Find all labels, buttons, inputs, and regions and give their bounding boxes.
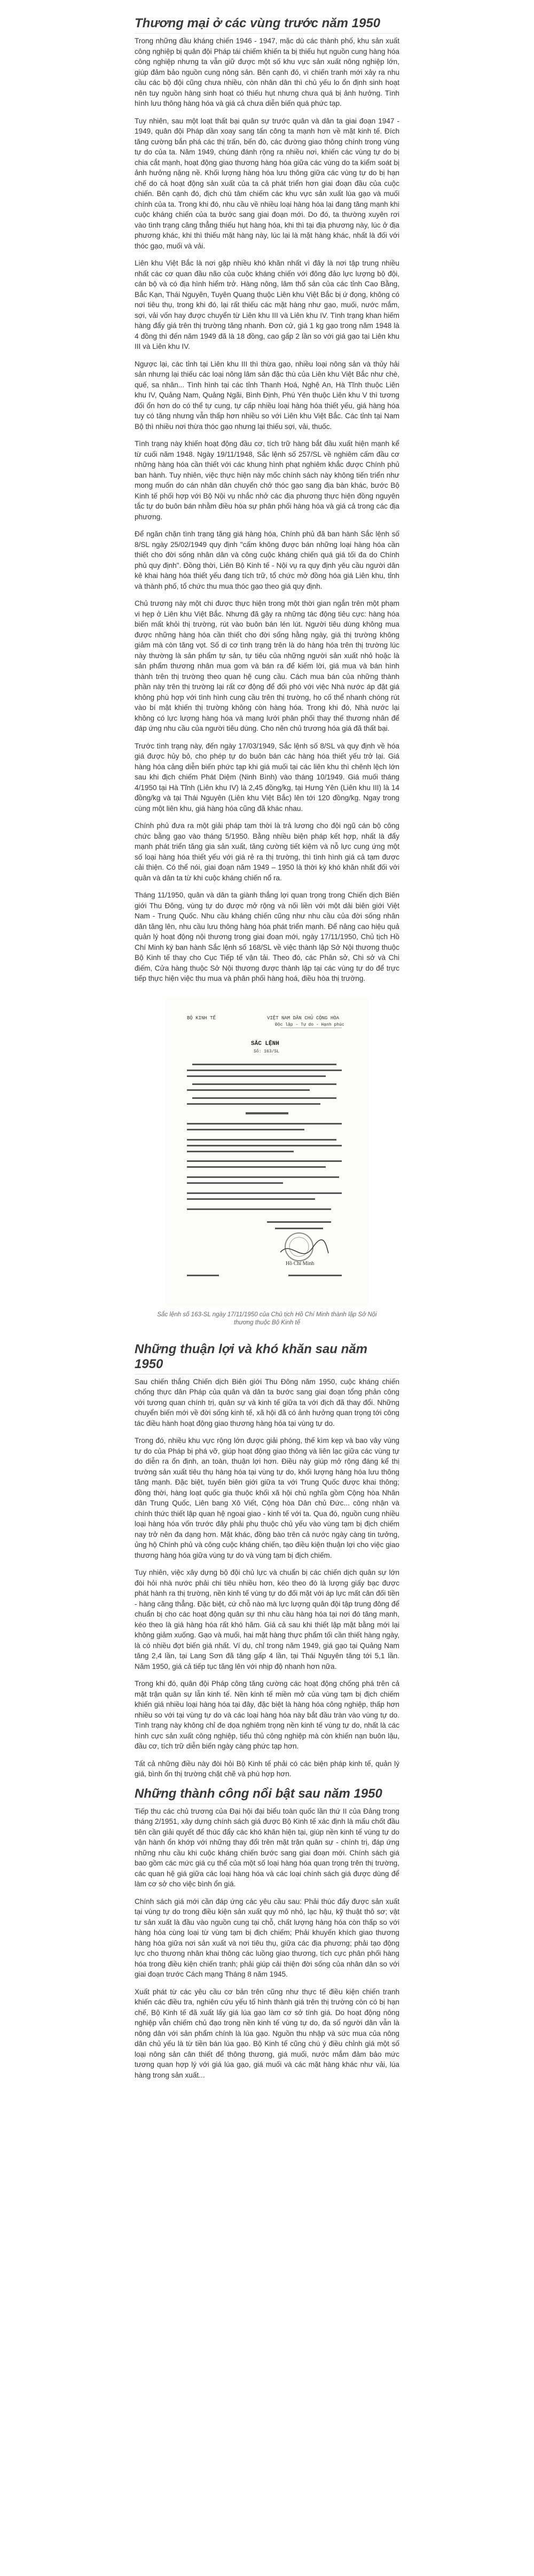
figure-caption: Sắc lệnh số 163-SL ngày 17/11/1950 của Chủ tịch Hồ Chí Minh thành lập Sở Nội thương thuộc Bộ Kinh tế — [157, 1311, 377, 1326]
paragraph: Trong đó, nhiều khu vực rộng lớn được giải phóng, thế kìm kẹp và bao vây vùng tự do của Pháp bị phá vỡ, giúp hoạt động giao thông và liên lạc giữa các vùng tự do diễn ra ổn định, an toàn, thuận lợi hơn. Điều này giúp mở rộng đáng kể thị trường sản xuất tiêu thụ hàng hóa tại vùng tự do, khối lượng hàng hóa lưu thông tăng mạnh. Đặc biệt, tuyến biên giới giữa ta với Trung Quốc được khai thông; đồng thời, hàng loạt quốc gia thuộc khối xã hội chủ nghĩa gồm Cộng hòa Nhân dân Trung Quốc, Liên bang Xô Viết, Cộng hòa Dân chủ Đức... công nhận và chính thức thiết lập quan hệ ngoại giao - kinh tế với ta. Qua đó, nguồn cung nhiều loại hàng hóa vốn trước đây phải phụ thuộc chủ yếu vào vùng tạm bị địch chiếm nay trở nên đa dạng hơn. Mặt khác, đồng bào trên cả nước ngày càng tin tưởng, ủng hộ Chính phủ và công cuộc kháng chiến, tạo điều kiện thuận lợi cho việc giao thương hàng hóa giữa vùng tự do và vùng tạm bị địch chiếm. — [135, 1437, 399, 1559]
svg-text:BỘ KINH TẾ: BỘ KINH TẾ — [187, 1015, 216, 1021]
section-heading: Những thuận lợi và khó khăn sau năm 1950 — [135, 1342, 399, 1375]
decree-figure — [135, 997, 399, 1327]
section-trade-before-1950 — [135, 16, 399, 984]
section-advantages-difficulties — [135, 1342, 399, 1779]
paragraph: Chính phủ đưa ra một giải pháp tạm thời là trả lương cho đội ngũ cán bộ công chức bằng gạo vào tháng 5/1950. Bằng nhiều biện pháp kết hợp, nhất là đẩy mạnh phát triển tăng gia sản xuất, tăng cường tiết kiệm và nỗ lực cung ứng một số loại hàng hóa thiết yếu với giá rẻ ra thị trường, thì tình hình giá cả tạm được cải thiện. Có thể nói, giai đoạn năm 1949 – 1950 là thời kỳ khó khăn nhất đối với quân và dân ta từ khi cuộc kháng chiến nổ ra. — [135, 822, 399, 882]
paragraph: Tháng 11/1950, quân và dân ta giành thắng lợi quan trọng trong Chiến dịch Biên giới Thu Đông, vùng tự do được mở rộng và nối liền với một dải biên giới Việt Nam - Trung Quốc. Nhu cầu kháng chiến cũng như nhu cầu của đời sống nhân dân tăng lên, nhu cầu lưu thông hàng hóa phát triển mạnh. Để nâng cao hiệu quả quản lý hoạt động nội thương trong giai đoạn mới, ngày 17/11/1950, Chủ tịch Hồ Chí Minh ký ban hành Sắc lệnh số 168/SL về việc thành lập Sở Nội thương thuộc Bộ Kinh tế thay cho Cục Tiếp tế vận tải. Theo đó, các Phân sở, Chi sở và Chi điếm, Cửa hàng thuộc Sở Nội thương được thành lập tại các vùng tự do để trực tiếp thực hiện việc thu mua và phân phối hàng hoá, điều hòa thị trường. — [135, 891, 399, 982]
paragraph: Tình trạng này khiến hoạt động đầu cơ, tích trữ hàng bắt đầu xuất hiện mạnh kể từ cuối năm 1948. Ngày 19/11/1948, Sắc lệnh số 257/SL về nghiêm cấm đầu cơ những hàng hóa cần thiết với các khung hình phạt nghiêm khắc được Chính phủ ban hành. Tuy nhiên, việc thực hiện này mốc chính sách này không tiến triển như mong muốn do cán nhân dân chuyển chở thóc gạo sang địa bàn khác, bước Bộ Kinh tế phối hợp với Bộ Nội vụ nhắc nhở các địa phương thực hiện đồng nguyên tắc tự do buôn bán nhằm điều hòa sự phân phối hàng hóa và giá cả trong các địa phương. — [135, 440, 399, 521]
paragraph: Liên khu Việt Bắc là nơi gặp nhiều khó khăn nhất vì đây là nơi tập trung nhiều nhất các cơ quan đầu não của cuộc kháng chiến với đông đảo lực lượng bộ đội, cán bộ và có địa hình hiểm trở. Hàng nông, lâm thổ sản của các tỉnh Cao Bằng, Bắc Kạn, Thái Nguyên, Tuyên Quang thuộc Liên khu Việt Bắc bị ứ đọng, không có nơi tiêu thụ, trong khi đó, lại rất thiếu các mặt hàng như gạo, muối, nước mắm, sợi, vải vốn hay được chuyển từ Liên khu III và Liên khu IV. Tình trạng khan hiếm hàng đẩy giá trên thị trường tăng nhanh. Đơn cử, giá 1 kg gạo trong năm 1948 là 4 đồng thì đến năm 1949 đã là 18 đồng, cao gấp 2 lần so với giá gạo tại Liên khu III và Liên khu IV. — [135, 259, 399, 350]
paragraph: Tuy nhiên, sau một loạt thất bại quân sự trước quân và dân ta giai đoạn 1947 - 1949, quân đội Pháp dần xoay sang tấn công ta mạnh hơn về mặt kinh tế. Đích tăng cường bắn phá các thị trấn, bến đò, các đường giao thông chính trong vùng tự do của ta. Năm 1949, chúng đánh rộng ra nhiều nơi, khiến các vùng tự do bị chia cắt mạnh, hoạt động giao thương hàng hóa giữa các vùng do ta kiểm soát bị ảnh hưởng nặng nề. Khối lượng hàng hóa lưu thông giữa các vùng tự do bị hạn chế do cả hoạt động sản xuất của ta cả phát triển hơn giai đoạn đầu của cuộc chiến. Bên cạnh đó, địch chú tâm chiếm các khu vực sản xuất lúa gạo và muối chính của ta. Trong khi đó, nhu cầu về nhiều loại hàng hóa lại đang tăng mạnh khi cuộc kháng chiến của ta bước sang giai đoạn mới. Do đó, ta thường xuyên rơi vào tình trạng căng thẳng thiếu hụt hàng hóa, khi thì tại địa phương này, lúc ở địa phương khác, khi thì thiếu mặt hàng này, lúc lại là mặt hàng khác, nhất là đối với thóc gạo, muối và vải. — [135, 116, 399, 250]
paragraph: Sau chiến thắng Chiến dịch Biên giới Thu Đông năm 1950, cuộc kháng chiến chống thực dân Pháp của quân và dân ta bước sang giai đoạn tổng phản công với tương quan chính trị, quân sự và kinh tế giữa ta với địch đã thay đổi. Những chuyển biến mới về đời sống kinh tế, xã hội đã có ảnh hưởng quan trọng tới công tác điều hành hoạt động giao thương hàng hóa tại vùng tự do. — [135, 1377, 399, 1427]
decree-scan-image — [166, 997, 368, 1307]
section-heading: Những thành công nổi bật sau năm 1950 — [135, 1786, 399, 1804]
paragraph: Để ngăn chặn tình trạng tăng giá hàng hóa, Chính phủ đã ban hành Sắc lệnh số 8/SL ngày 25/02/1949 quy định "cấm không được bán những loại hàng hóa cần thiết cho đời sống nhân dân và công cuộc kháng chiến quá giá tối đa do Chính phủ quy định". Đồng thời, Liên Bộ Kinh tế - Nội vụ ra quy định yêu cầu người dân kê khai hàng hóa thiết yếu đang tích trữ, tổ chức mở đồng hóa giá Liên khu, tỉnh và thành phố, tổ chức thu mua thóc gạo theo giá quy định. — [135, 530, 399, 590]
paragraph: Chính sách giá mới cần đáp ứng các yêu cầu sau: Phải thúc đẩy được sản xuất tại vùng tự do trong điều kiện sản xuất quy mô nhỏ, lạc hậu, kỹ thuật thô sơ; vật tư sản xuất là đầu vào nguồn cung tại chỗ, chất lượng hàng hóa còn thấp so với hàng hóa cùng loại từ vùng tạm bị địch chiếm; Phải khuyến khích giao thương hàng hóa giữa nơi sản xuất và nơi tiêu thụ, giữa các địa phương; phải tạo động lực cho thương nhân khai thông các luồng giao thương, tích cực phân phối hàng hóa trong điều kiện chiến tranh; phải giúp cải thiện đời sống của nhân dân so với giai đoạn trước Cách mạng Tháng 8 năm 1945. — [135, 1897, 399, 1978]
paragraph: Trước tình trạng này, đến ngày 17/03/1949, Sắc lệnh số 8/SL và quy định về hóa giá được hủy bỏ, cho phép tự do buôn bán các hàng hóa thiết yếu trở lại. Giá hàng hóa cảng diễn biến phức tạp khi giá muối tại các liên khu thì chênh lệch lớn sau khi địch chiếm Phát Diệm (Ninh Bình) vào tháng 10/1949. Giá muối tháng 4/1950 tại Hà Tĩnh (Liên khu IV) là 2,45 đồng/kg, tại Hưng Yên (Liên khu III) là 14 đồng/kg và tại Thái Nguyên (Liên khu Việt Bắc) lên tới 120 đồng/kg. Ngay trong cùng một liên khu, giá hàng hóa cũng đã khác nhau. — [135, 741, 399, 813]
paragraph: Chủ trương này một chi được thực hiện trong một thời gian ngắn trên một phạm vi hẹp ở Liên khu Việt Bắc. Nhưng đã gây ra những tác động tiêu cực: hàng hóa biến mất khỏi thị trường, rút vào buôn bán lén lút. Người tiêu dùng không mua được những hàng hóa cần thiết cho đời sống hằng ngày, giá thị trường không giảm mà còn tăng vọt. Số di cơ tình trạng trên là do hàng hóa trên thị trường lúc này thường là sản phẩm tự sản, tự tiêu của những người sản xuất nhỏ hoặc là sản phẩm thương nhân mua gom và bán ra để kiếm lời, giá mua và bán hình thành trên thị trường theo quan hệ cung cầu. Cách mua bán của những thành phần này trên thị trường lại rất cơ động để đối phó với việc Nhà nước áp đặt giá không phù hợp với tình hình cung cầu trên thị trường, họ cố thể nhanh chóng rút vào bí mật khiến thị trường không còn hàng hóa. Trong khi đó, Nhà nước lại không có lực lượng hàng hóa và mạng lưới phân phối thay thế thương nhân để đáp ứng nhu cầu của người tiêu dùng. Cho nên chủ trương hóa giá đã thất bại. — [135, 599, 399, 732]
paragraph: Tuy nhiên, việc xây dựng bộ đội chủ lực và chuẩn bị các chiến dịch quân sự lớn đòi hỏi nhà nước phải chi tiêu nhiều hơn, kéo theo đó là lượng giấy bạc được phát hành ra thị trường, nền kinh tế vùng tự do đối mặt với áp lực mất cân đối tiền - hàng căng thẳng. Đặc biệt, cứ chỗ nào mà lực lượng quân đội tập trung đông để chuẩn bị cho các hoạt động quân sự thì nhu cầu hàng hóa tại nơi đó tăng mạnh, kéo theo là giá hàng hóa rất khó hãm. Giá cả sau khi thiết lập mặt bằng mới lại không giảm xuống. Gạo và muối, hai mặt hàng thực phẩm tối cần thiết hàng ngày, là có nhiều đợt biến giá nhất. Ví dụ, chỉ trong năm 1949, giá gạo tại Quảng Nam tăng 2,4 lần, tại Lang Sơn đã tăng gấp 4 lần, tại Thái Nguyên tăng tới 5,1 lần. Năm 1950, giá cả tiếp tục tăng lên với nhịp độ nhanh hơn nữa. — [135, 1568, 399, 1671]
paragraph: Ngược lại, các tỉnh tại Liên khu III thì thừa gạo, nhiều loại nông sản và thủy hải sản nhưng lại thiếu các loại nông lâm sản đặc thù của Liên khu Việt Bắc như chè, quế, sa nhân... Tình hình tại các tỉnh Thanh Hoá, Nghệ An, Hà Tĩnh thuộc Liên khu IV, Quảng Nam, Quảng Ngãi, Bình Định, Phú Yên thuộc Liên khu V thì tương đối ổn hơn do có thể tự cung, tự cấp nhiều loại hàng hóa thiết yếu, giá hàng hóa tuy có tăng nhưng vẫn thấp hơn nhiều so với Liên khu Việt Bắc. Các tỉnh tại Nam Bộ thì nhiều nơi thừa thóc gạo nhưng lại thiếu sợi, vải, thuốc. — [135, 360, 399, 431]
svg-text:Số: 163/SL: Số: 163/SL — [254, 1049, 280, 1054]
svg-text:Độc lập - Tự do - Hạnh phúc: Độc lập - Tự do - Hạnh phúc — [275, 1022, 344, 1027]
article-content — [135, 16, 399, 2087]
section-successes-after-1950 — [135, 1786, 399, 2081]
paragraph: Xuất phát từ các yêu cầu cơ bản trên cũng như thực tế điều kiện chiến tranh khiến các điều tra, nghiên cứu yếu tố hình thành giá trên thị trường còn có bị hạn chế, Bộ Kinh tế đã xuất lấy giá lúa gạo làm cơ sở tính giá. Do hoạt động nông nghiệp vẫn chiếm chủ đạo trong nền kinh tế vùng tự do, đa số người dân vẫn là nông dân với sản phẩm chính là lúa gạo. Nguồn thu nhập và sức mua của nông dân chủ yếu là từ tiền bán lúa gạo. Bộ Kinh tế cũng chú ý điều chỉnh giá một số loại nông sản cân thiết để thông thương, giá muối, nước mắm đảm bảo mức tương quan hợp lý với giá lúa gạo, giá muối và các mặt hàng khác như vải, lúa hàng trong sản xuất... — [135, 1987, 399, 2079]
svg-text:SẮC LỆNH: SẮC LỆNH — [251, 1040, 279, 1047]
paragraph: Tiếp thu các chủ trương của Đại hội đại biểu toàn quốc lần thứ II của Đảng trong tháng 2/1951, xây dựng chính sách giá được Bộ Kinh tế xác định là mấu chốt đầu tiên cần giải quyết để thúc đẩy các khó khăn hiện tại, giúp nền kinh tế vùng tự do vận hành ổn khớp với những thay đổi trên mặt trận quân sự - chính trị, đáp ứng những nhu cầu khi cuộc kháng chiến bước sang giai đoạn mới. Chính sách giá bao gồm các mức giá cụ thể của một số loại hàng hóa quan trọng trên thị trường, các quan hệ giá giữa các loại hàng hóa và các loại chính sách giá được dùng để làm cơ sở cho việc bình ổn giá. — [135, 1807, 399, 1888]
decree-scan-drawing — [166, 997, 368, 1307]
paragraph: Trong những đầu kháng chiến 1946 - 1947, mặc dù các thành phố, khu sản xuất công nghiệp bị quân đội Pháp tái chiếm khiến ta bị thiếu hụt nguồn cung hàng hóa công nghiệp nhưng ta vẫn giữ được một số khu vực sản xuất nông nghiệp lớn, giúp đảm bảo nguồn cung nông sản. Bên cạnh đó, vì chiến tranh mới xảy ra nhu cầu các bộ đội cũng chưa nhiều, còn nhân dân thì chủ yếu lo ổn định sinh hoạt nên tuy nguồn hàng sinh hoạt có thiếu hụt nhưng chưa quá bị ảnh hưởng. Tình hình lưu thông hàng hóa và giá cả chưa diễn biến quá phức tạp. — [135, 37, 399, 107]
paragraph: Trong khi đó, quân đội Pháp công tăng cường các hoạt động chống phá trên cả mặt trận quân sự lẫn kinh tế. Nền kinh tế miền mở của vùng tạm bị địch chiếm khiến giá nhiều loại hàng hóa tại đây, đặc biệt là hàng hóa công nghiệp, thấp hơn nhiều so với tại vùng tự do và các loại hàng hóa này bắt đầu tràn vào vùng tự do. Tình trạng này không chỉ đe dọa nghiêm trọng nền kinh tế vùng tự do, nhất là các hình cực sản xuất công nghiệp, tiểu thủ công nghiệp mà còn khiến nạn buôn lậu, đầu cơ, tích trữ diễn biến ngày càng phức tạp hơn. — [135, 1680, 399, 1750]
svg-text:Hồ Chí Minh: Hồ Chí Minh — [286, 1260, 315, 1267]
paragraph: Tất cả những điều này đòi hỏi Bộ Kinh tế phải có các biện pháp kinh tế, quản lý giá, bình ổn thị trường chặt chẽ và phù hợp hơn. — [135, 1759, 399, 1778]
section-heading: Thương mại ở các vùng trước năm 1950 — [135, 16, 399, 34]
svg-text:VIỆT NAM DÂN CHỦ CỘNG HÒA: VIỆT NAM DÂN CHỦ CỘNG HÒA — [267, 1015, 340, 1021]
